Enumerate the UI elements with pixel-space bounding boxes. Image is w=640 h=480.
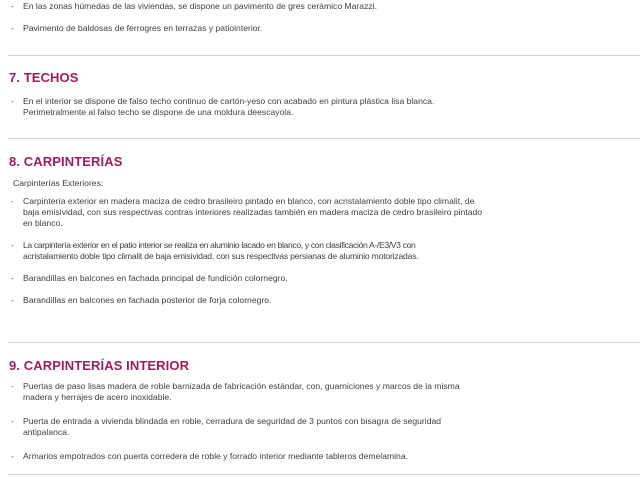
list-item-text: Carpintería exterior en madera maciza de cedro brasileiro pintado en blanco, con acristalamiento doble tipo climalit, de bbox=[23, 196, 475, 206]
list-item-text: Barandillas en balcones en fachada principal de fundición colornegro. bbox=[23, 273, 288, 283]
subsection-label: Carpinterías Exteriores: bbox=[13, 178, 104, 188]
bullet-marker: - bbox=[11, 451, 14, 461]
list-item-text: Armarios empotrados con puerta corredera de roble y forrado interior mediante tableros demelamina. bbox=[23, 451, 409, 461]
list-item-text: madera y herrajes de acero inoxidable. bbox=[23, 392, 172, 402]
section-divider bbox=[8, 138, 640, 139]
list-item-text: en blanco. bbox=[23, 218, 63, 228]
bullet-marker: - bbox=[11, 273, 14, 283]
list-item-text: Barandillas en balcones en fachada posterior de forja colornegro. bbox=[23, 295, 272, 305]
list-item-text: En el interior se dispone de falso techo continuo de cartón-yeso con acabado en pintura plástica lisa blanca. bbox=[23, 96, 435, 106]
bullet-marker: - bbox=[11, 240, 14, 250]
bullet-marker: - bbox=[11, 96, 14, 106]
section-heading-techos: 7. TECHOS bbox=[9, 70, 79, 85]
list-item-text: En las zonas húmedas de las viviendas, se dispone un pavimento de gres cerámico Marazzi. bbox=[23, 1, 377, 11]
section-heading-carpinterias: 8. CARPINTERÍAS bbox=[9, 154, 123, 169]
list-item-text: Pavimento de baldosas de ferrogres en terrazas y patiointerior. bbox=[23, 23, 263, 33]
section-divider bbox=[8, 55, 640, 56]
bullet-marker: - bbox=[11, 381, 14, 391]
list-item-text: acristalamiento doble tipo climalit de baja emisividad, con sus respectivas persianas de aluminio motorizadas. bbox=[23, 251, 419, 261]
list-item-text: Puertas de paso lisas madera de roble barnizada de fabricación estándar, con, guarniciones y marcos de la misma bbox=[23, 381, 460, 391]
section-heading-carpinterias-interior: 9. CARPINTERÍAS INTERIOR bbox=[9, 358, 190, 373]
bullet-marker: - bbox=[11, 196, 14, 206]
bullet-marker: - bbox=[11, 23, 14, 33]
list-item-text: Puerta de entrada a vivienda blindada en roble, cerradura de seguridad de 3 puntos con bisagra de seguridad bbox=[23, 416, 442, 426]
list-item-text: La carpintería exterior en el patio interior se realiza en aluminio lacado en blanco, y con clasificación A-/E3/V3 con bbox=[23, 240, 416, 250]
bullet-marker: - bbox=[11, 416, 14, 426]
list-item-text: baja emisividad, con sus respectivas contras interiores realizadas también en madera maciza de cedro brasileiro pintado bbox=[23, 207, 483, 217]
bullet-marker: - bbox=[11, 1, 14, 11]
section-divider bbox=[8, 474, 640, 475]
list-item-text: antipalanca. bbox=[23, 427, 70, 437]
bullet-marker: - bbox=[11, 295, 14, 305]
section-divider bbox=[8, 342, 640, 343]
list-item-text: Perimetralmente al falso techo se dispone de una moldura deescayola. bbox=[23, 107, 294, 117]
